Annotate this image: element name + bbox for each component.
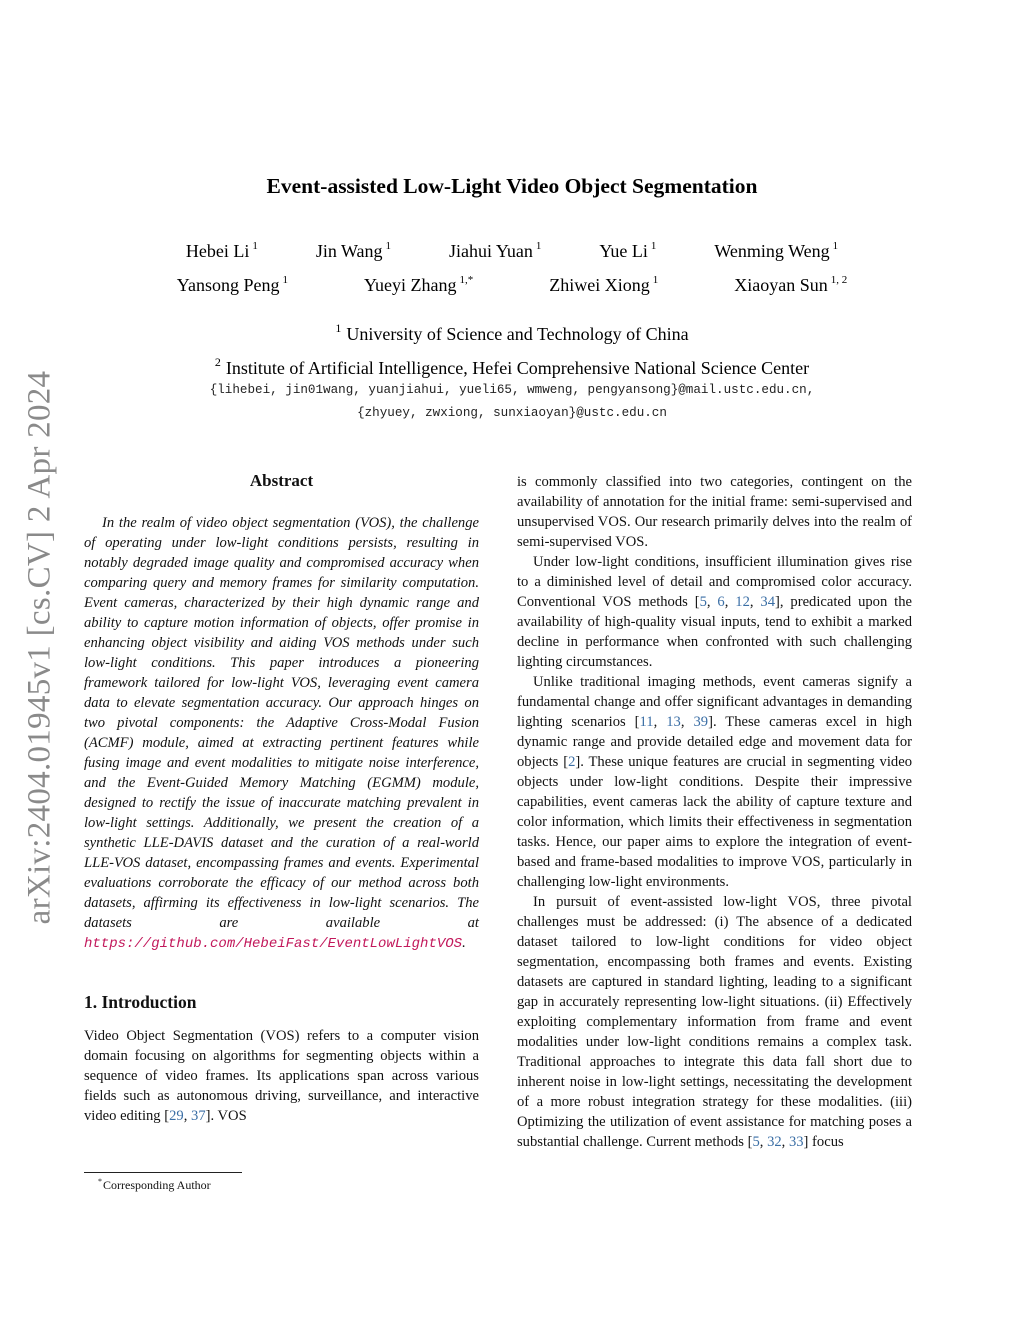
intro-paragraph: Video Object Segmentation (VOS) refers to a computer vision domain focusing on algorithms for segmenting objects within a sequence of video frames. Its applications span across various fields such as autonomous driving, surveillance, and interactive video editing [29, 37]. VOS [84,1028,479,1124]
arxiv-id: arXiv:2404.01945v1 [cs.CV] 2 Apr 2024 [21,370,58,925]
citation-link[interactable]: 6 [717,594,725,610]
citation-link[interactable]: 33 [788,1134,804,1150]
left-column [84,471,479,1126]
author: Hebei Li $^1$ [185,240,258,261]
author: Jin Wang $^1$ [315,240,392,261]
authors-row-2 [0,274,1024,296]
citation-link[interactable]: 5 [699,594,707,610]
citation-link[interactable]: 13 [666,714,681,730]
citation-link[interactable]: 39 [693,714,709,730]
citation-link[interactable]: 29 [169,1108,184,1124]
footnote: *Corresponding Author [98,1177,211,1192]
affiliation: $^2$ Institute of Artificial Intelligence, Hefei Comprehensive National Science Center [214,355,810,378]
author: Yansong Peng $^1$ [176,274,288,295]
citation-link[interactable]: 37 [191,1108,206,1124]
paragraph: Under low-light conditions, insufficient illumination gives rise to a diminished level of detail and compromised color accuracy. Conventional VOS methods [5, 6, 12, 34], predicated upon the availability of high-quality visual inputs, tend to exhibit a marked decline in performance when confronted with such challenging lighting circumstances. [517,554,912,670]
section-heading: 1. Introduction [84,992,197,1012]
citation-link[interactable]: 32 [767,1134,782,1150]
paper-title: Event-assisted Low-Light Video Object Segmentation [266,174,758,198]
author: Xiaoyan Sun $^{1, 2}$ [734,274,848,295]
email-line: {lihebei, jin01wang, yuanjiahui, yueli65, wmweng, pengyansong}@mail.ustc.edu.cn, [209,383,815,397]
abstract-text: In the realm of video object segmentation (VOS), the challenge of operating under low-light conditions persists, resulting in notably degraded image quality and compromised accuracy when comparing query and memory frames for similarity computation. Event cameras, characterized by their high dynamic range and ability to capture motion information of objects, offer promise in enhancing object visibility and aiding VOS methods under such low-light conditions. This paper introduces a pioneering framework tailored for low-light VOS, leveraging event camera data to elevate segmentation accuracy. Our approach hinges on two pivotal components: the Adaptive Cross-Modal Fusion (ACMF) module, aimed at extracting pertinent features while fusing image and event modalities to mitigate noise interference, and the Event-Guided Memory Matching (EGMM) module, designed to rectify the issue of inaccurate matching prevalent in low-light settings. Additionally, we present the creation of a synthetic LLE-DAVIS dataset and the curation of a real-world LLE-VOS dataset, encompassing frames and events. Experimental evaluations corroborate the efficacy of our method across both datasets, affirming its effectiveness in low-light scenarios. The datasets are available at https://github.com/HebeiFast/EventLowLightVOS. [84,515,479,952]
paragraph: In pursuit of event-assisted low-light VOS, three pivotal challenges must be addressed: (i) The absence of a dedicated dataset tailored to low-light conditions for video object segmentation, encompassing both frames and events. Existing datasets are captured in standard lighting, leading to a significant gap in accurately representing low-light situations. (ii) Effectively exploiting complementary information from frame and event modalities under low-light conditions remains a complex task. Traditional approaches to integrate this data fall short due to inherent noise in low-light settings, necessitating the development of a more robust integration strategy for these modalities. (iii) Optimizing the utilization of event assistance for matching poses a substantial challenge. Current methods [5, 32, 33] focus [517,894,912,1150]
right-column [517,472,912,1152]
citation-link[interactable]: 11 [639,714,654,730]
dataset-link[interactable]: https://github.com/HebeiFast/EventLowLightVOS [84,936,463,952]
author: Zhiwei Xiong $^1$ [549,274,659,295]
abstract-heading: Abstract [249,471,314,490]
arxiv-stamp [22,360,58,935]
citation-link[interactable]: 5 [752,1134,760,1150]
citation-link[interactable]: 2 [568,754,576,770]
email-line: {zhyuey, zwxiong, sunxiaoyan}@ustc.edu.cn [357,406,667,420]
author: Wenming Weng $^1$ [714,240,839,261]
paragraph: Unlike traditional imaging methods, event cameras signify a fundamental change and offer significant advantages in demanding lighting scenarios [11, 13, 39]. These cameras excel in high dynamic range and provide detailed edge and movement data for objects [2]. These unique features are crucial in segmenting video objects under low-light conditions. Despite their impressive capabilities, event cameras lack the ability of capture texture and color information, which limits their effectiveness in segmentation tasks. Hence, our paper aims to explore the integration of event-based and frame-based modalities to improve VOS, particularly in challenging low-light environments. [517,674,912,890]
author: Yueyi Zhang $^{1,*}$ [363,274,474,295]
citation-link[interactable]: 12 [735,594,750,610]
paragraph: is commonly classified into two categories, contingent on the availability of annotation for the initial frame: semi-supervised and unsupervised VOS. Our research primarily delves into the realm of semi-supervised VOS. [517,474,912,550]
affiliation: $^1$ University of Science and Technology of China [335,321,689,344]
author: Yue Li $^1$ [599,240,657,261]
authors-row-1 [0,240,1024,262]
footnote-divider [84,1172,242,1173]
citation-link[interactable]: 34 [760,594,775,610]
author: Jiahui Yuan $^1$ [449,240,542,261]
